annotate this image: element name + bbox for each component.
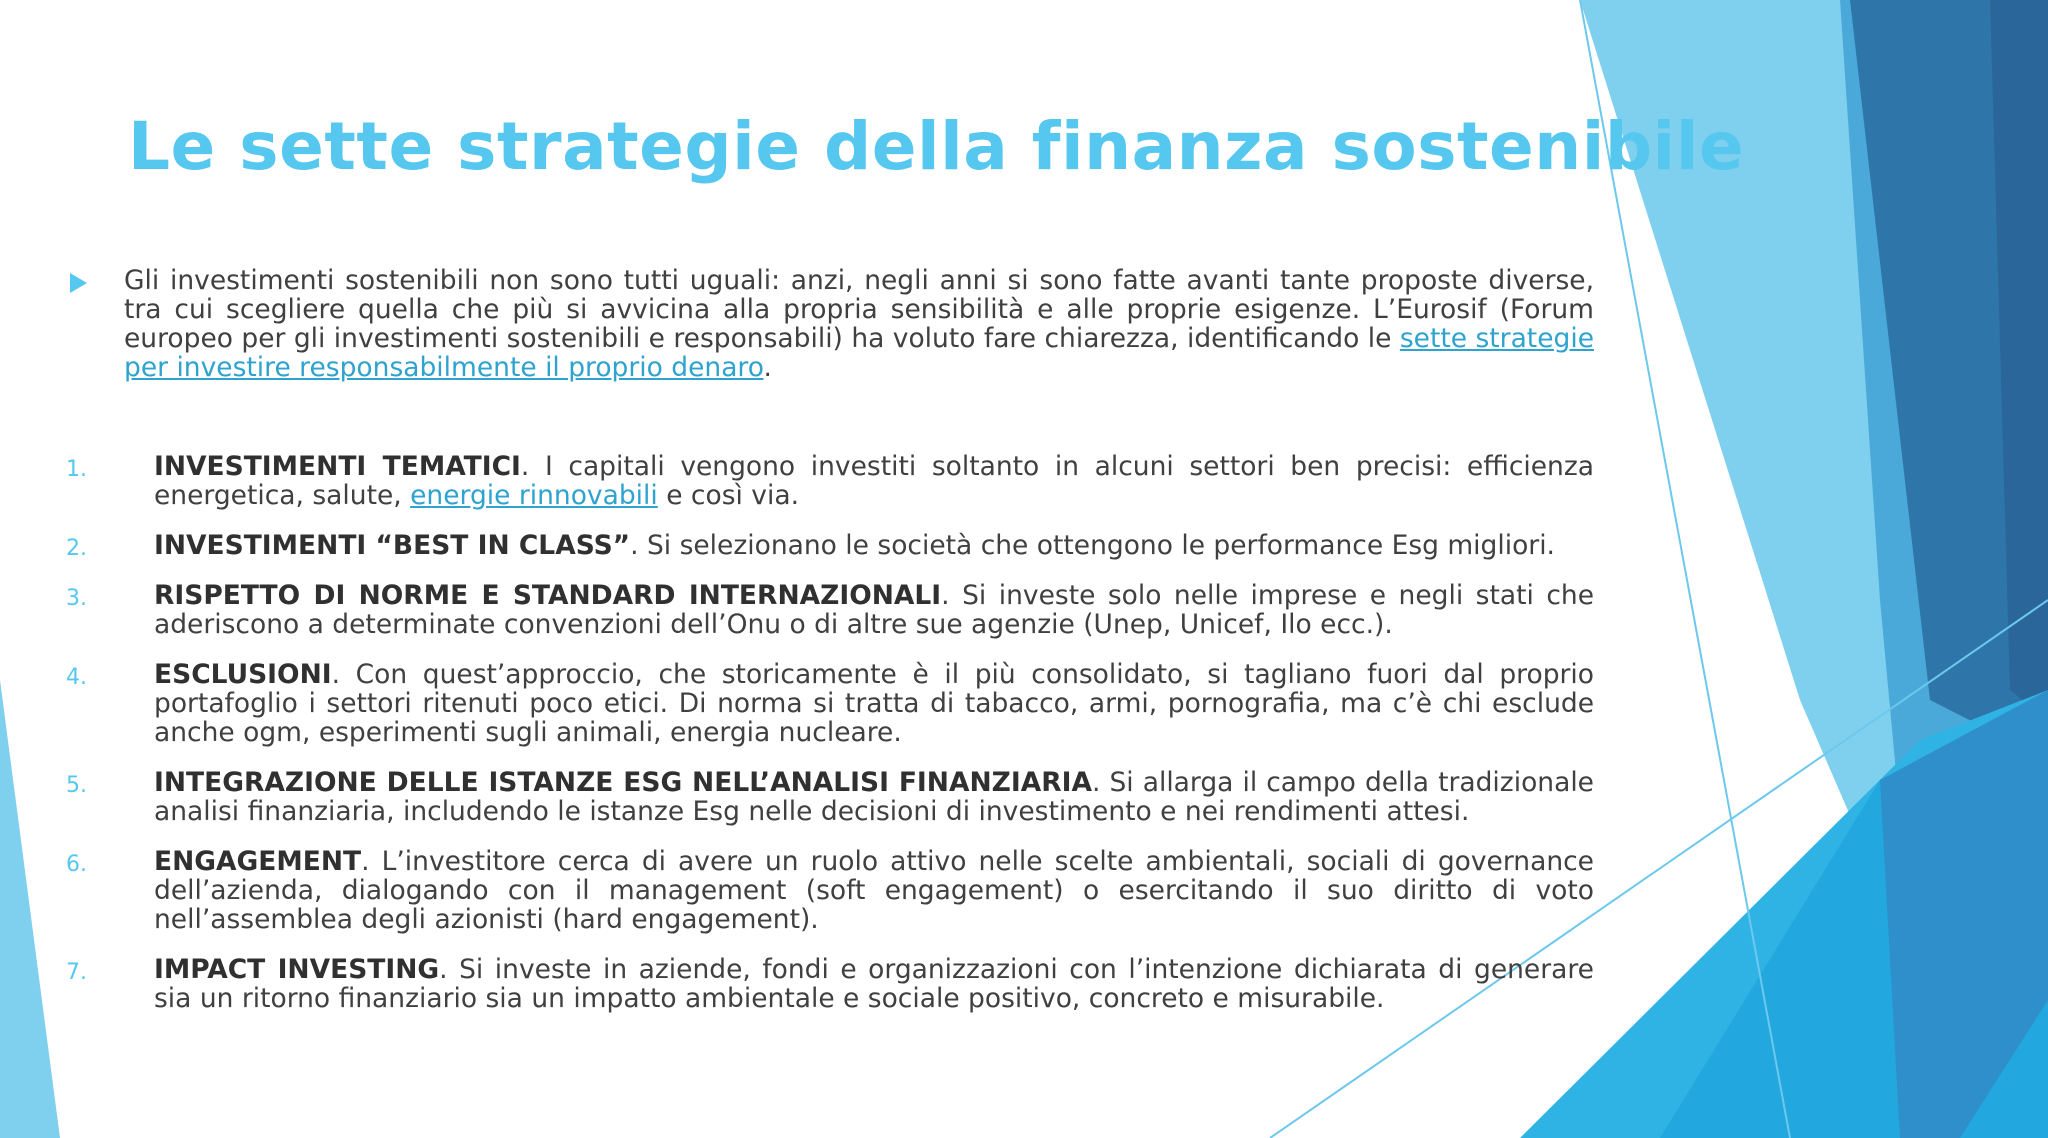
list-item [0, 955, 1600, 1013]
list-item-text: . Si investe solo nelle imprese e negli stati che aderiscono a determinate convenzioni dell’Onu o di altre sue agenzie (Unep, Unicef, Ilo ecc.). [154, 580, 1594, 640]
list-item-body [154, 581, 1594, 639]
list-item-number: 6. [66, 852, 87, 877]
list-item-body [154, 955, 1594, 1013]
list-item-heading: INTEGRAZIONE DELLE ISTANZE ESG NELL’ANALISI FINANZIARIA [154, 767, 1093, 798]
list-item-text: . Con quest’approccio, che storicamente è il più consolidato, si tagliano fuori dal proprio portafoglio i settori ritenuti poco etici. Di norma si tratta di tabacco, armi, pornografia, ma c’è chi esclude anche ogm, esperimenti sugli animali, energia nucleare. [154, 659, 1594, 748]
list-item-heading: INVESTIMENTI TEMATICI [154, 451, 521, 482]
list-item-heading: ESCLUSIONI [154, 659, 332, 690]
intro-link[interactable]: sette strategie per investire responsabilmente il proprio denaro [124, 323, 1594, 383]
list-item-body [154, 531, 1594, 560]
list-item [0, 581, 1600, 639]
list-item-number: 4. [66, 665, 87, 690]
list-item-heading: RISPETTO DI NORME E STANDARD INTERNAZIONALI [154, 580, 942, 611]
list-item-text: . L’investitore cerca di avere un ruolo attivo nelle scelte ambientali, sociali di governance dell’azienda, dialogando con il management (soft engagement) o esercitando il suo diritto di voto nell’assemblea degli azionisti (hard engagement). [154, 846, 1594, 935]
list-item-heading: ENGAGEMENT [154, 846, 362, 877]
list-item-body [154, 660, 1594, 747]
slide-title: Le sette strategie della finanza sostenibile [128, 108, 1745, 185]
list-item-text-end: e così via. [657, 480, 799, 511]
list-item-text: . Si allarga il campo della tradizionale analisi finanziaria, includendo le istanze Esg nelle decisioni di investimento e nei rendimenti attesi. [154, 767, 1594, 827]
list-item-number: 2. [66, 536, 87, 561]
intro-text-end: . [763, 352, 772, 383]
list-item-body [154, 452, 1594, 510]
list-item-link[interactable]: energie rinnovabili [410, 480, 658, 511]
list-item-number: 3. [66, 586, 87, 611]
strategies-list [0, 452, 1600, 1034]
list-item-body [154, 768, 1594, 826]
list-item-text: . Si selezionano le società che ottengono le performance Esg migliori. [630, 530, 1555, 561]
list-item-body [154, 847, 1594, 934]
bullet-arrow-icon [70, 273, 87, 293]
list-item-heading: INVESTIMENTI “BEST IN CLASS” [154, 530, 631, 561]
list-item-number: 7. [66, 960, 87, 985]
list-item [0, 847, 1600, 934]
list-item-number: 1. [66, 457, 87, 482]
list-item-heading: IMPACT INVESTING [154, 954, 440, 985]
list-item-text: . I capitali vengono investiti soltanto in alcuni settori ben precisi: efficienza energetica, salute, [154, 451, 1595, 511]
list-item [0, 768, 1600, 826]
intro-paragraph [124, 266, 1594, 382]
list-item-number: 5. [66, 773, 87, 798]
list-item [0, 660, 1600, 747]
intro-text: Gli investimenti sostenibili non sono tutti uguali: anzi, negli anni si sono fatte avanti tante proposte diverse, tra cui scegliere quella che più si avvicina alla propria sensibilità e alle proprie esigenze. L’Eurosif (Forum europeo per gli investimenti sostenibili e responsabili) ha voluto fare chiarezza, identificando le [124, 265, 1594, 354]
list-item [0, 452, 1600, 510]
list-item [0, 531, 1600, 560]
list-item-text: . Si investe in aziende, fondi e organizzazioni con l’intenzione dichiarata di generare sia un ritorno finanziario sia un impatto ambientale e sociale positivo, concreto e misurabile. [154, 954, 1594, 1014]
